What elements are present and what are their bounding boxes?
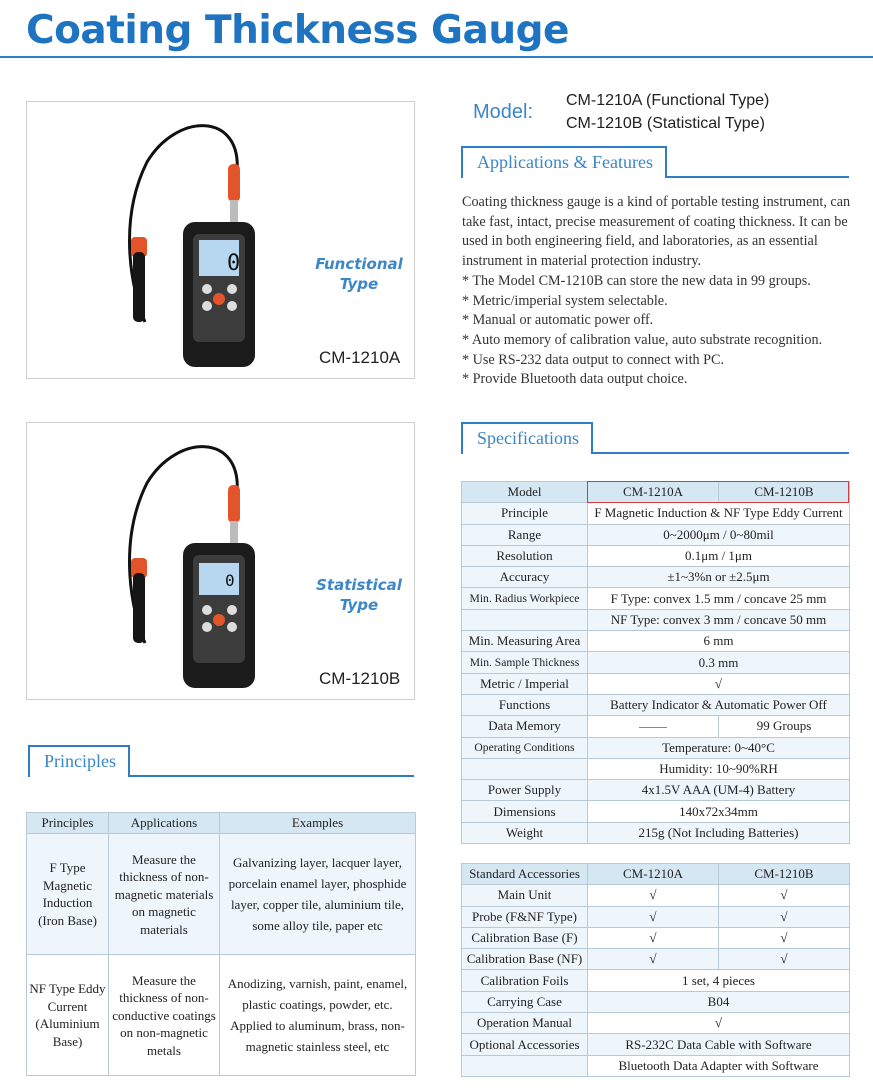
model-value-b: CM-1210B (Statistical Type) (566, 115, 765, 132)
type-line-1: Functional (315, 255, 403, 273)
section-title: Principles (28, 745, 130, 777)
section-title: Applications & Features (461, 146, 667, 178)
table-row: Bluetooth Data Adapter with Software (462, 1055, 850, 1076)
table-row: Weight 215g (Not Including Batteries) (462, 822, 850, 843)
feature-bullet: * The Model CM-1210B can store the new data in 99 groups. (462, 272, 811, 289)
table-row: Calibration Base (NF) √ √ (462, 949, 850, 970)
table-row: Probe (F&NF Type) √ √ (462, 906, 850, 927)
feature-bullet: * Metric/imperial system selectable. (462, 292, 668, 309)
table-row: Power Supply 4x1.5V AAA (UM-4) Battery (462, 780, 850, 801)
feature-bullet: * Manual or automatic power off. (462, 312, 654, 329)
type-line-2: Type (339, 275, 379, 293)
principles-table (26, 812, 416, 1076)
lcd-value: 0 (227, 251, 241, 276)
table-row: Resolution 0.1μm / 1μm (462, 545, 850, 566)
feature-bullet: * Auto memory of calibration value, auto substrate recognition. (462, 331, 823, 348)
table-row: Standard Accessories CM-1210A CM-1210B (462, 864, 850, 885)
model-value-a: CM-1210A (Functional Type) (566, 92, 770, 109)
table-row: Model CM-1210A CM-1210B (462, 482, 850, 503)
table-header-row: Principles Applications Examples (27, 813, 416, 834)
specifications-table (461, 481, 850, 844)
type-line-2: Type (339, 596, 379, 614)
features-paragraph: Coating thickness gauge is a kind of portable testing instrument, can take fast, intact, precise measurement of coating thickness. It can be used in both engineering field, and laboratories, as an essential instrument in material protection industry. (462, 194, 851, 270)
table-row: Accuracy ±1~3%n or ±2.5μm (462, 567, 850, 588)
table-row: Carrying Case B04 (462, 991, 850, 1012)
accessories-table (461, 863, 850, 1077)
section-title: Specifications (461, 422, 593, 454)
table-row: Range 0~2000μm / 0~80mil (462, 524, 850, 545)
table-row: Main Unit √ √ (462, 885, 850, 906)
table-row: Metric / Imperial √ (462, 673, 850, 694)
page-title: Coating Thickness Gauge (26, 8, 569, 53)
table-row: Min. Radius Workpiece F Type: convex 1.5 mm / concave 25 mm (462, 588, 850, 609)
lcd-value: 0 (225, 571, 235, 590)
product-photo-statistical (26, 422, 415, 700)
model-heading: Model: (473, 101, 534, 123)
table-row: F Type Magnetic Induction (Iron Base) Measure the thickness of non-magnetic materials on magnetic materials Galvanizing layer, lacquer layer, porcelain enamel layer, phosphide layer, copper tile, aluminium tile, some alloy tile, paper etc (27, 834, 416, 955)
feature-bullet: * Use RS-232 data output to connect with PC. (462, 351, 725, 368)
table-row: NF Type: convex 3 mm / concave 50 mm (462, 609, 850, 630)
gauge-device-illustration (27, 102, 415, 379)
product-photo-functional (26, 101, 415, 379)
not-available-dash (639, 727, 667, 728)
table-row: Min. Sample Thickness 0.3 mm (462, 652, 850, 673)
table-row: Calibration Foils 1 set, 4 pieces (462, 970, 850, 991)
table-row: Functions Battery Indicator & Automatic Power Off (462, 694, 850, 715)
table-row: Operating Conditions Temperature: 0~40°C (462, 737, 850, 758)
table-row: Data Memory 99 Groups (462, 716, 850, 737)
type-label-functional (309, 254, 409, 294)
title-divider (0, 56, 873, 58)
features-text (462, 193, 870, 390)
type-line-1: Statistical (316, 576, 402, 594)
table-row: Humidity: 10~90%RH (462, 758, 850, 779)
table-row: NF Type Eddy Current (Aluminium Base) Measure the thickness of non-conductive coatings on non-magnetic metals Anodizing, varnish, paint, enamel, plastic coatings, powder, etc. Applied to aluminum, brass, non-magnetic stainless steel, etc (27, 955, 416, 1076)
photo-model-label: CM-1210B (319, 669, 401, 688)
table-row: Operation Manual √ (462, 1013, 850, 1034)
table-row: Optional Accessories RS-232C Data Cable with Software (462, 1034, 850, 1055)
gauge-device-illustration (27, 423, 415, 700)
type-label-statistical (309, 575, 409, 615)
table-row: Min. Measuring Area 6 mm (462, 631, 850, 652)
table-row: Calibration Base (F) √ √ (462, 927, 850, 948)
table-row: Dimensions 140x72x34mm (462, 801, 850, 822)
photo-model-label: CM-1210A (319, 348, 401, 367)
feature-bullet: * Provide Bluetooth data output choice. (462, 371, 688, 388)
table-row: Principle F Magnetic Induction & NF Type Eddy Current (462, 503, 850, 524)
